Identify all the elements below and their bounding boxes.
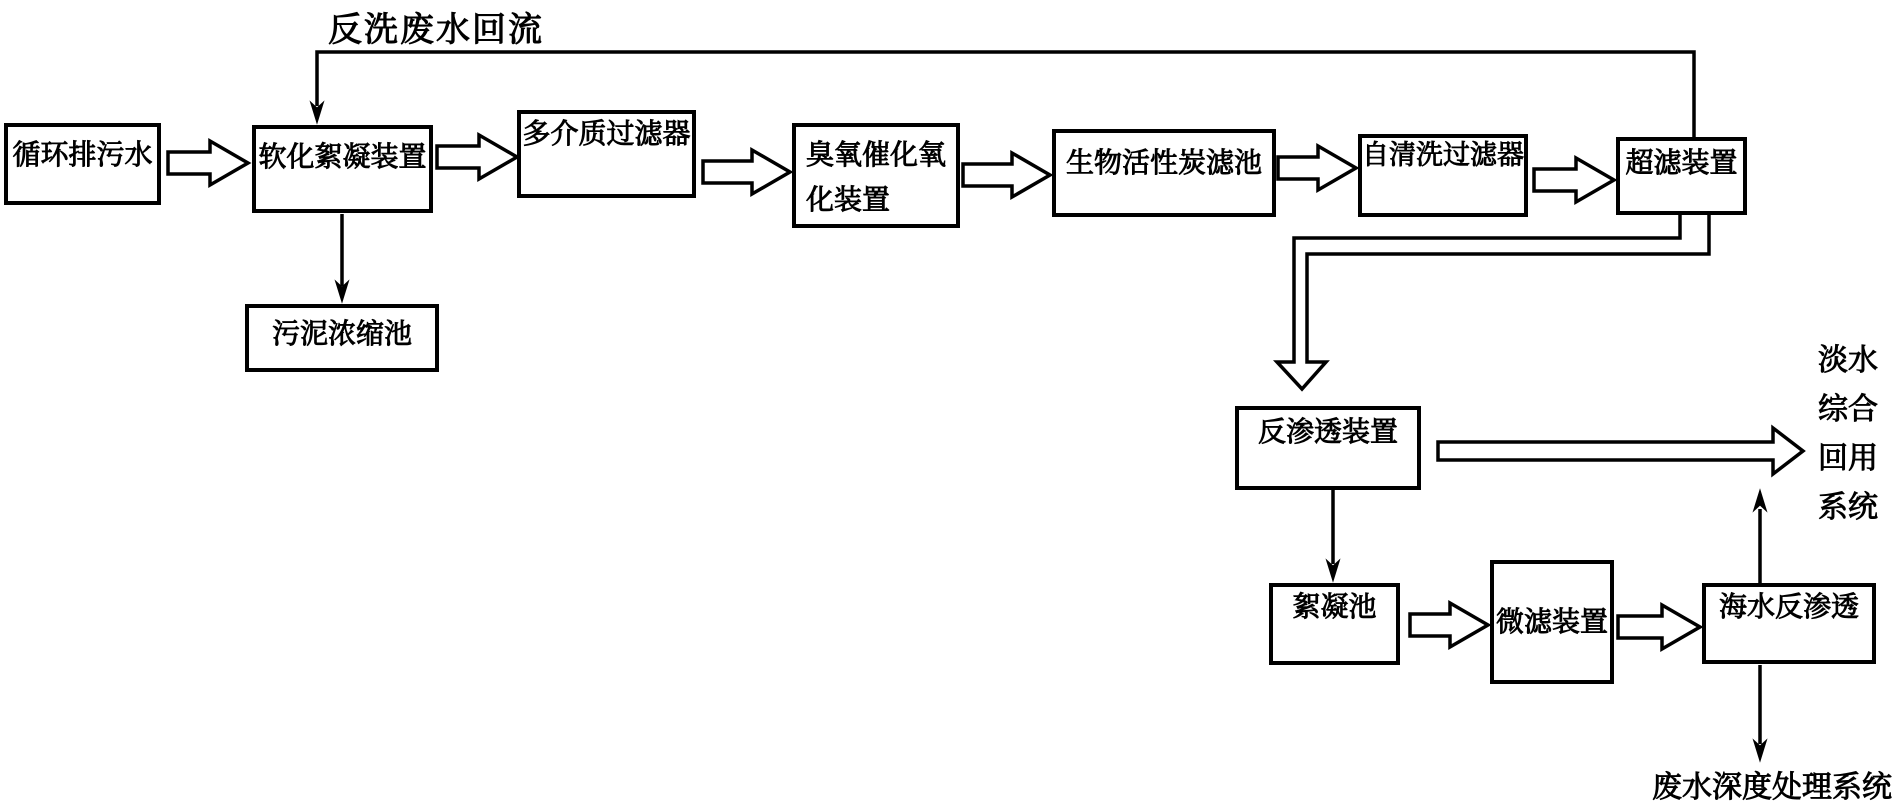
node-label: 自清洗过滤器 xyxy=(1362,140,1524,170)
node-circulating-blowdown-water xyxy=(4,123,161,205)
node-label: 微滤装置 xyxy=(1495,605,1608,637)
arrow-microfilter-to-swro xyxy=(1618,605,1700,649)
arrow-ultrafilter-to-ro xyxy=(1277,213,1709,389)
node-label: 循环排污水 xyxy=(12,139,153,170)
node-label: 软化絮凝装置 xyxy=(258,141,427,172)
label-freshwater-comprehensive-reuse-system: 淡水 综合 回用 系统 xyxy=(1818,344,1878,524)
node-reverse-osmosis-unit xyxy=(1235,406,1421,490)
node-label: 超滤装置 xyxy=(1625,147,1738,178)
node-ultrafiltration-unit xyxy=(1616,137,1747,215)
arrow-ozone-to-biocarbon xyxy=(963,153,1050,197)
arrow-biocarbon-to-selfclean xyxy=(1278,146,1356,190)
arrow-floc-to-microfilter xyxy=(1410,603,1488,647)
node-biological-activated-carbon-filter xyxy=(1052,129,1276,217)
label-backwash-wastewater-return: 反洗废水回流 xyxy=(328,11,544,49)
node-softening-flocculation-unit xyxy=(252,125,433,213)
node-sludge-thickening-tank xyxy=(245,304,439,372)
arrow-softening-to-multimedia xyxy=(437,135,517,179)
node-seawater-reverse-osmosis xyxy=(1702,583,1876,664)
node-ozone-catalytic-oxidation-unit xyxy=(792,123,960,228)
node-label: 絮凝池 xyxy=(1292,591,1377,622)
arrow-cycling-to-softening xyxy=(168,141,248,185)
arrow-multimedia-to-ozone xyxy=(703,150,790,194)
node-label: 污泥浓缩池 xyxy=(271,318,412,349)
node-label: 臭氧催化氧 化装置 xyxy=(806,139,947,215)
node-self-cleaning-filter xyxy=(1358,134,1528,217)
node-label: 反渗透装置 xyxy=(1257,416,1398,447)
node-label: 海水反渗透 xyxy=(1718,591,1859,622)
arrow-selfclean-to-ultrafilter xyxy=(1534,158,1614,202)
node-label: 生物活性炭滤池 xyxy=(1065,147,1262,178)
node-microfiltration-unit xyxy=(1490,560,1614,684)
connector-swro-to-freshwater-arrowhead xyxy=(1754,490,1767,511)
arrow-ro-to-freshwater-system xyxy=(1438,428,1803,474)
label-wastewater-advanced-treatment-system: 废水深度处理系统 xyxy=(1652,771,1892,804)
node-flocculation-tank xyxy=(1269,583,1400,665)
node-multimedia-filter xyxy=(517,110,696,198)
node-label: 多介质过滤器 xyxy=(522,118,691,149)
